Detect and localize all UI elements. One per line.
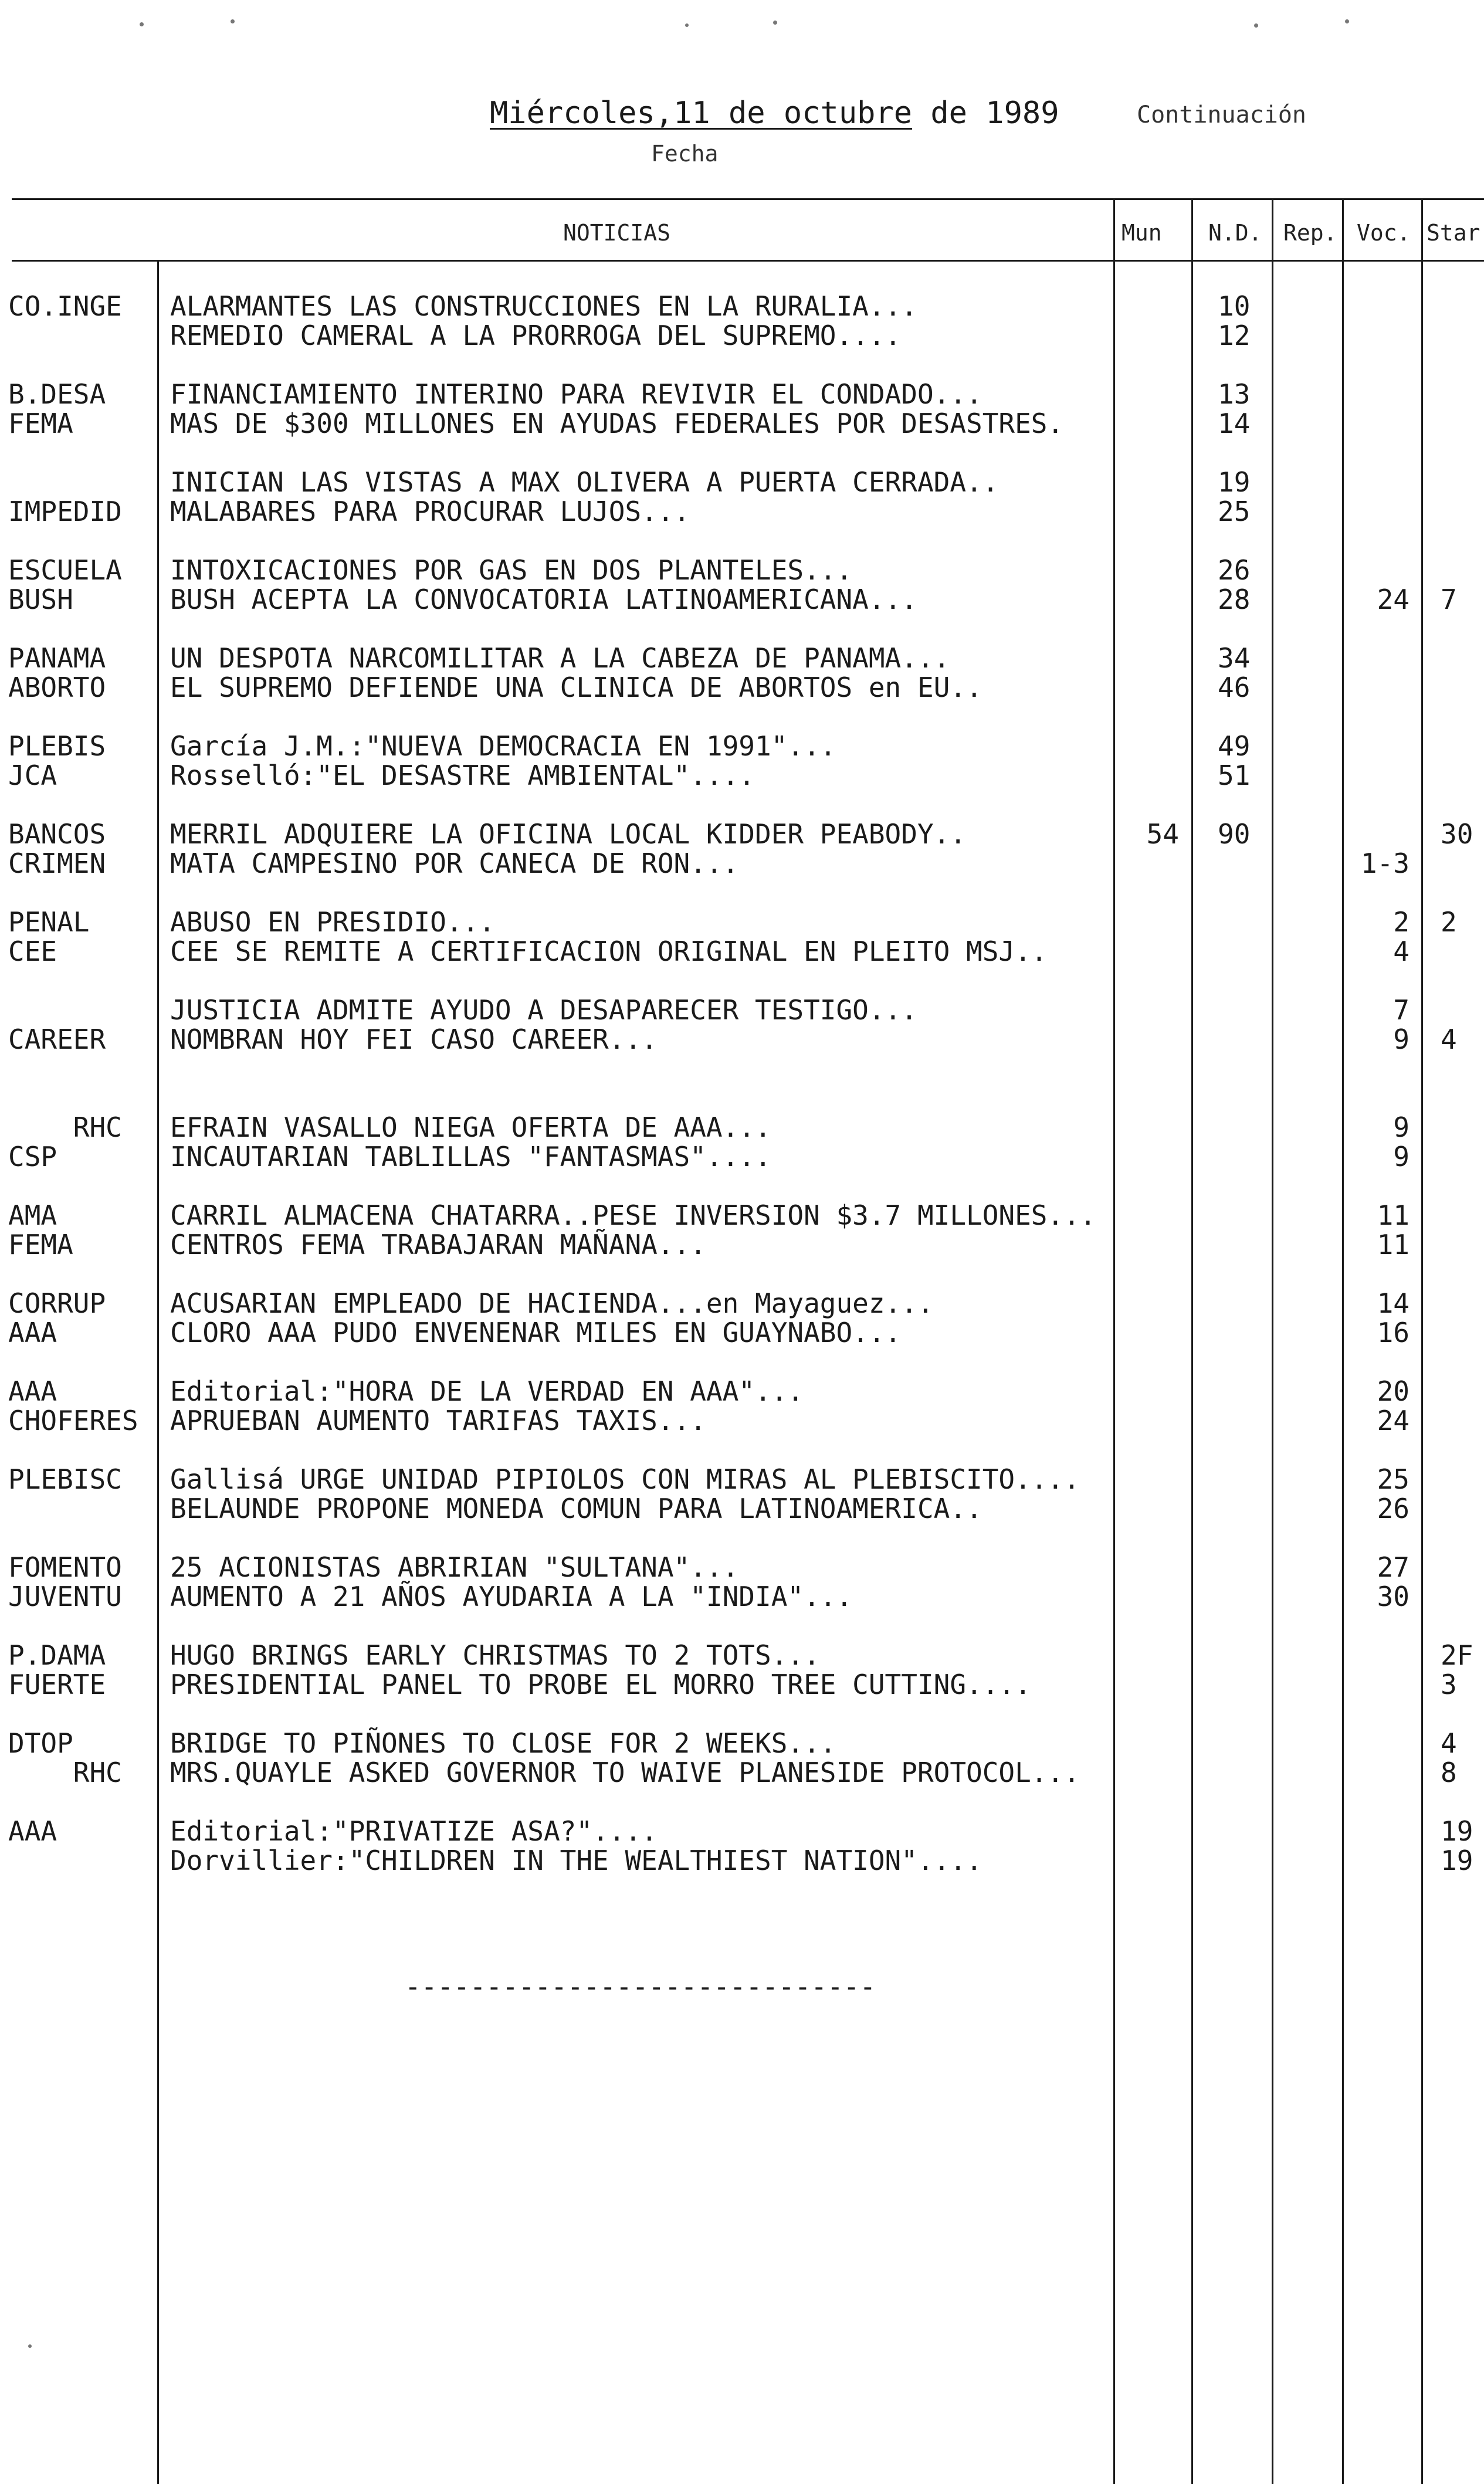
fecha-label: Fecha [651, 141, 719, 167]
closing-dashes: ----------------------------- [405, 1971, 876, 2002]
row-tag: FEMA [8, 408, 73, 439]
row-nd-page: 13 [1218, 378, 1251, 410]
scan-speck [1345, 19, 1349, 23]
table-row [0, 321, 1484, 350]
row-voc-page: 9 [1393, 1024, 1410, 1055]
row-tag: CAREER [8, 1024, 106, 1055]
row-headline: BUSH ACEPTA LA CONVOCATORIA LATINOAMERICANA... [170, 584, 917, 615]
scan-speck [685, 23, 689, 27]
table-row [0, 409, 1484, 438]
row-nd-page: 12 [1218, 320, 1251, 351]
row-star-page: 4 [1441, 1727, 1457, 1759]
column-header-nd: N.D. [1208, 220, 1262, 246]
row-headline: Editorial:"PRIVATIZE ASA?".... [170, 1815, 658, 1847]
table-row [0, 907, 1484, 937]
row-headline: ACUSARIAN EMPLEADO DE HACIENDA...en Mayaguez... [170, 1287, 934, 1319]
table-row [0, 937, 1484, 966]
row-tag: AAA [8, 1815, 57, 1847]
table-row [0, 1201, 1484, 1230]
table-row [0, 849, 1484, 878]
table-row [0, 761, 1484, 790]
table-row [0, 1846, 1484, 1875]
row-tag: P.DAMA [8, 1639, 106, 1671]
row-headline: EFRAIN VASALLO NIEGA OFERTA DE AAA... [170, 1111, 771, 1143]
row-voc-page: 11 [1377, 1229, 1410, 1260]
table-row [0, 467, 1484, 497]
row-headline: JUSTICIA ADMITE AYUDO A DESAPARECER TESTIGO... [170, 994, 917, 1026]
table-header-rule [12, 260, 1484, 262]
column-header-star: Star [1427, 220, 1480, 246]
scan-speck [1254, 23, 1258, 28]
row-nd-page: 10 [1218, 290, 1251, 322]
row-star-page: 3 [1441, 1669, 1457, 1700]
row-headline: UN DESPOTA NARCOMILITAR A LA CABEZA DE PANAMA... [170, 642, 950, 674]
row-star-page: 4 [1441, 1024, 1457, 1055]
row-headline: CARRIL ALMACENA CHATARRA..PESE INVERSION $3.7 MILLONES... [170, 1199, 1096, 1231]
row-voc-page: 30 [1377, 1581, 1410, 1612]
row-tag: ABORTO [8, 672, 106, 703]
row-headline: MRS.QUAYLE ASKED GOVERNOR TO WAIVE PLANESIDE PROTOCOL... [170, 1757, 1080, 1788]
row-tag: PLEBIS [8, 730, 106, 762]
row-tag: IMPEDID [8, 496, 122, 527]
row-tag: PENAL [8, 906, 90, 938]
row-voc-page: 1-3 [1360, 848, 1410, 879]
scan-speck [140, 22, 144, 26]
table-row [0, 1318, 1484, 1347]
row-headline: INTOXICACIONES POR GAS EN DOS PLANTELES... [170, 554, 853, 586]
row-tag: FOMENTO [8, 1551, 122, 1583]
row-voc-page: 26 [1377, 1493, 1410, 1524]
row-tag: CRIMEN [8, 848, 106, 879]
table-row [0, 1113, 1484, 1142]
row-tag: JUVENTU [8, 1581, 122, 1612]
row-headline: MERRIL ADQUIERE LA OFICINA LOCAL KIDDER PEABODY.. [170, 818, 967, 850]
row-headline: 25 ACIONISTAS ABRIRIAN "SULTANA"... [170, 1551, 739, 1583]
row-nd-page: 25 [1218, 496, 1251, 527]
row-tag: AMA [8, 1199, 57, 1231]
row-voc-page: 14 [1377, 1287, 1410, 1319]
row-nd-page: 28 [1218, 584, 1251, 615]
table-row [0, 1582, 1484, 1611]
row-tag: CSP [8, 1141, 57, 1172]
row-star-page: 7 [1441, 584, 1457, 615]
row-tag: DTOP [8, 1727, 73, 1759]
row-tag: ESCUELA [8, 554, 122, 586]
row-headline: FINANCIAMIENTO INTERINO PARA REVIVIR EL CONDADO... [170, 378, 982, 410]
table-row [0, 819, 1484, 849]
row-tag: BUSH [8, 584, 73, 615]
row-headline: AUMENTO A 21 AÑOS AYUDARIA A LA "INDIA"... [170, 1581, 853, 1612]
row-voc-page: 25 [1377, 1463, 1410, 1495]
row-voc-page: 24 [1377, 584, 1410, 615]
table-row [0, 643, 1484, 673]
table-row [0, 555, 1484, 585]
row-voc-page: 20 [1377, 1375, 1410, 1407]
row-headline: REMEDIO CAMERAL A LA PRORROGA DEL SUPREMO.... [170, 320, 902, 351]
table-row [0, 673, 1484, 702]
table-row [0, 379, 1484, 409]
row-headline: APRUEBAN AUMENTO TARIFAS TAXIS... [170, 1405, 706, 1436]
table-row [0, 1142, 1484, 1171]
table-row [0, 497, 1484, 526]
row-tag: FUERTE [8, 1669, 106, 1700]
row-headline: PRESIDENTIAL PANEL TO PROBE EL MORRO TREE CUTTING.... [170, 1669, 1031, 1700]
table-row [0, 731, 1484, 761]
table-row [0, 1025, 1484, 1054]
row-headline: MAS DE $300 MILLONES EN AYUDAS FEDERALES POR DESASTRES. [170, 408, 1064, 439]
row-nd-page: 26 [1218, 554, 1251, 586]
scan-speck [231, 19, 235, 23]
row-headline: ALARMANTES LAS CONSTRUCCIONES EN LA RURALIA... [170, 290, 917, 322]
row-headline: ABUSO EN PRESIDIO... [170, 906, 495, 938]
row-tag: JCA [8, 760, 57, 791]
row-headline: MALABARES PARA PROCURAR LUJOS... [170, 496, 690, 527]
table-row [0, 1230, 1484, 1259]
table-row [0, 1641, 1484, 1670]
row-headline: BRIDGE TO PIÑONES TO CLOSE FOR 2 WEEKS... [170, 1727, 836, 1759]
row-headline: Rosselló:"EL DESASTRE AMBIENTAL".... [170, 760, 755, 791]
row-headline: INCAUTARIAN TABLILLAS "FANTASMAS".... [170, 1141, 771, 1172]
scan-speck [28, 2344, 32, 2348]
date-text: Miércoles,11 de octubre [490, 96, 913, 131]
row-tag: CORRUP [8, 1287, 106, 1319]
row-nd-page: 51 [1218, 760, 1251, 791]
row-voc-page: 27 [1377, 1551, 1410, 1583]
row-tag: B.DESA [8, 378, 106, 410]
row-headline: MATA CAMPESINO POR CANECA DE RON... [170, 848, 739, 879]
scan-speck [773, 21, 777, 25]
row-headline: García J.M.:"NUEVA DEMOCRACIA EN 1991"... [170, 730, 836, 762]
row-tag: CO.INGE [8, 290, 122, 322]
row-voc-page: 24 [1377, 1405, 1410, 1436]
row-tag: AAA [8, 1317, 57, 1348]
column-header-noticias: NOTICIAS [563, 220, 671, 246]
row-tag: CEE [8, 936, 57, 967]
row-star-page: 2F [1441, 1639, 1473, 1671]
row-headline: Dorvillier:"CHILDREN IN THE WEALTHIEST NATION".... [170, 1845, 982, 1876]
row-headline: HUGO BRINGS EARLY CHRISTMAS TO 2 TOTS... [170, 1639, 820, 1671]
row-voc-page: 16 [1377, 1317, 1410, 1348]
row-tag: PLEBISC [8, 1463, 122, 1495]
row-tag: RHC [8, 1111, 122, 1143]
table-row [0, 292, 1484, 321]
row-tag: RHC [8, 1757, 122, 1788]
table-top-rule [12, 198, 1484, 200]
row-voc-page: 2 [1393, 906, 1410, 938]
date-line [490, 96, 1059, 131]
row-star-page: 2 [1441, 906, 1457, 938]
table-row [0, 1729, 1484, 1758]
row-voc-page: 9 [1393, 1111, 1410, 1143]
row-headline: Editorial:"HORA DE LA VERDAD EN AAA"... [170, 1375, 804, 1407]
table-row [0, 1406, 1484, 1435]
row-nd-page: 34 [1218, 642, 1251, 674]
row-star-page: 19 [1441, 1815, 1473, 1847]
table-row [0, 1817, 1484, 1846]
row-star-page: 19 [1441, 1845, 1473, 1876]
table-row [0, 1758, 1484, 1787]
row-nd-page: 90 [1218, 818, 1251, 850]
row-headline: CEE SE REMITE A CERTIFICACION ORIGINAL EN PLEITO MSJ.. [170, 936, 1048, 967]
column-header-mun: Mun [1122, 220, 1162, 246]
row-nd-page: 46 [1218, 672, 1251, 703]
table-row [0, 1670, 1484, 1699]
table-row [0, 1377, 1484, 1406]
row-star-page: 30 [1441, 818, 1473, 850]
table-row [0, 1289, 1484, 1318]
year-text: de 1989 [912, 96, 1059, 131]
row-nd-page: 49 [1218, 730, 1251, 762]
continuation-label: Continuación [1137, 101, 1306, 128]
row-headline: BELAUNDE PROPONE MONEDA COMUN PARA LATINOAMERICA.. [170, 1493, 982, 1524]
table-row [0, 1494, 1484, 1523]
row-voc-page: 11 [1377, 1199, 1410, 1231]
row-headline: EL SUPREMO DEFIENDE UNA CLINICA DE ABORTOS en EU.. [170, 672, 982, 703]
table-row [0, 1553, 1484, 1582]
row-voc-page: 9 [1393, 1141, 1410, 1172]
row-star-page: 8 [1441, 1757, 1457, 1788]
row-voc-page: 4 [1393, 936, 1410, 967]
row-nd-page: 19 [1218, 466, 1251, 498]
row-nd-page: 14 [1218, 408, 1251, 439]
row-headline: CLORO AAA PUDO ENVENENAR MILES EN GUAYNABO... [170, 1317, 902, 1348]
row-tag: BANCOS [8, 818, 106, 850]
row-tag: PANAMA [8, 642, 106, 674]
table-row [0, 995, 1484, 1025]
row-headline: CENTROS FEMA TRABAJARAN MAÑANA... [170, 1229, 706, 1260]
row-headline: INICIAN LAS VISTAS A MAX OLIVERA A PUERTA CERRADA.. [170, 466, 999, 498]
row-voc-page: 7 [1393, 994, 1410, 1026]
row-tag: CHOFERES [8, 1405, 138, 1436]
table-row [0, 1465, 1484, 1494]
row-headline: Gallisá URGE UNIDAD PIPIOLOS CON MIRAS AL PLEBISCITO.... [170, 1463, 1080, 1495]
row-tag: AAA [8, 1375, 57, 1407]
column-header-rep: Rep. [1283, 220, 1337, 246]
column-header-voc: Voc. [1357, 220, 1411, 246]
table-row [0, 585, 1484, 614]
row-mun-page: 54 [1146, 818, 1179, 850]
row-tag: FEMA [8, 1229, 73, 1260]
row-headline: NOMBRAN HOY FEI CASO CAREER... [170, 1024, 658, 1055]
